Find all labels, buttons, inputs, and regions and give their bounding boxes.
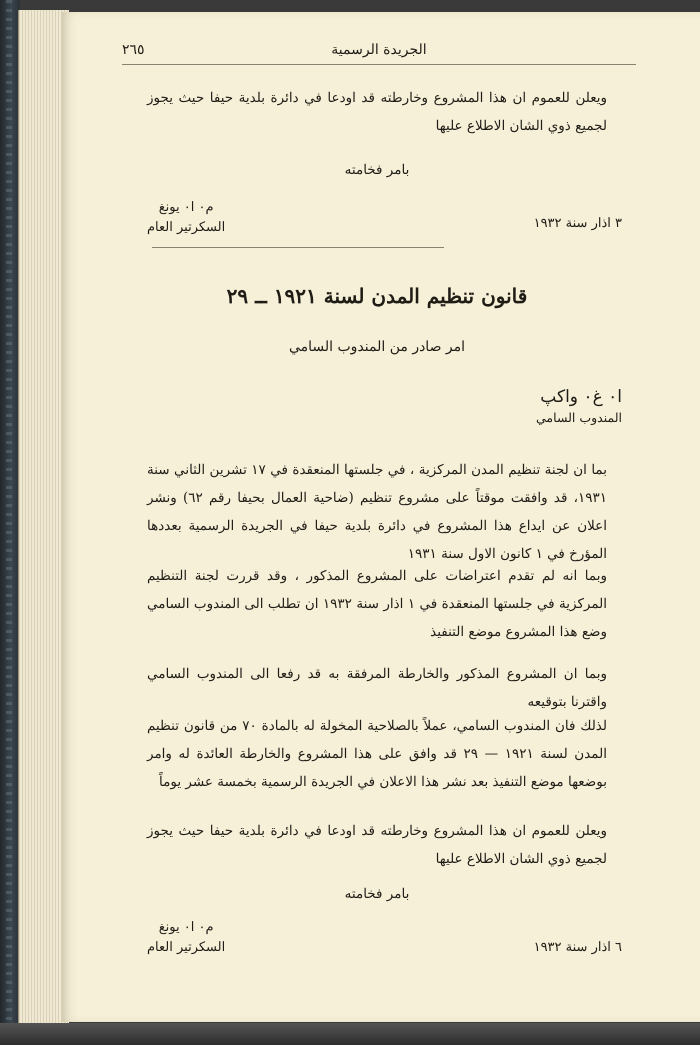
signature-block-top — [147, 198, 225, 238]
date-top: ٣ اذار سنة ١٩٣٢ — [533, 216, 622, 231]
law-subtitle: امر صادر من المندوب السامي — [288, 339, 466, 355]
scan-bottom-edge — [0, 1023, 700, 1045]
by-order-top: بامر فخامته — [344, 162, 410, 178]
law-paragraph-3: وبما ان المشروع المذكور والخارطة المرفقة به قد رفعا الى المندوب السامي واقترنا بتوقيعه — [147, 666, 607, 710]
document-page — [62, 12, 700, 1022]
running-header — [122, 42, 636, 65]
signatory-title-top: السكرتير العام — [147, 220, 226, 235]
high-commissioner-name: ا٠ غ٠ واكپ — [540, 387, 622, 407]
law-paragraph-5: ويعلن للعموم ان هذا المشروع وخارطته قد اودعا في دائرة بلدية حيفا حيث يجوز لجميع ذوي الشان الاطلاع عليها — [147, 823, 607, 867]
book-binding — [0, 0, 20, 1045]
law-paragraph-2: وبما انه لم تقدم اعتراضات على المشروع المذكور ، وقد قررت لجنة التنظيم المركزية في جلستها المنعقدة في ١ اذار سنة ١٩٣٢ ان تطلب الى المندوب السامي وضع هذا المشروع موضع التنفيذ — [147, 568, 608, 640]
law-paragraph-1: بما ان لجنة تنظيم المدن المركزية ، في جلستها المنعقدة في ١٧ تشرين الثاني سنة ١٩٣١، قد وافقت موقتاً على مشروع تنظيم (ضاحية العمال بحيفا رقم ٦٢) ونشر اعلان عن ايداع هذا المشروع في دائرة بلدية حيفا في الجريدة الرسمية بعددها المؤرخ في ١ كانون الاول سنة ١٩٣١ — [147, 462, 608, 562]
high-commissioner-block — [536, 384, 622, 425]
header-title: الجريدة الرسمية — [331, 42, 427, 58]
signatory-name-bottom: م٠ ا٠ يونغ — [158, 920, 214, 935]
law-title: قانون تنظيم المدن لسنة ١٩٢١ ــ ٢٩ — [226, 284, 528, 308]
signatory-name-top: م٠ ا٠ يونغ — [158, 200, 214, 215]
high-commissioner-title: المندوب السامي — [536, 410, 622, 425]
by-order-bottom: بامر فخامته — [344, 886, 410, 902]
date-bottom: ٦ اذار سنة ١٩٣٢ — [533, 940, 622, 955]
signature-block-bottom — [147, 918, 225, 958]
notice-top-paragraph: ويعلن للعموم ان هذا المشروع وخارطته قد اودعا في دائرة بلدية حيفا حيث يجوز لجميع ذوي الشان الاطلاع عليها — [147, 90, 607, 134]
signatory-title-bottom: السكرتير العام — [147, 940, 226, 955]
section-divider — [152, 247, 444, 248]
page-number: ٢٦٥ — [122, 42, 145, 58]
law-paragraph-4: لذلك فان المندوب السامي، عملاً بالصلاحية المخولة له بالمادة ٧٠ من قانون تنظيم المدن لسنة ١٩٢١ — ٢٩ قد وافق على هذا المشروع والخارطة العائدة له وامر بوضعها موضع التنفيذ بعد نشر هذا الاعلان في الجريدة الرسمية بخمسة عشر يوماً — [147, 718, 608, 790]
